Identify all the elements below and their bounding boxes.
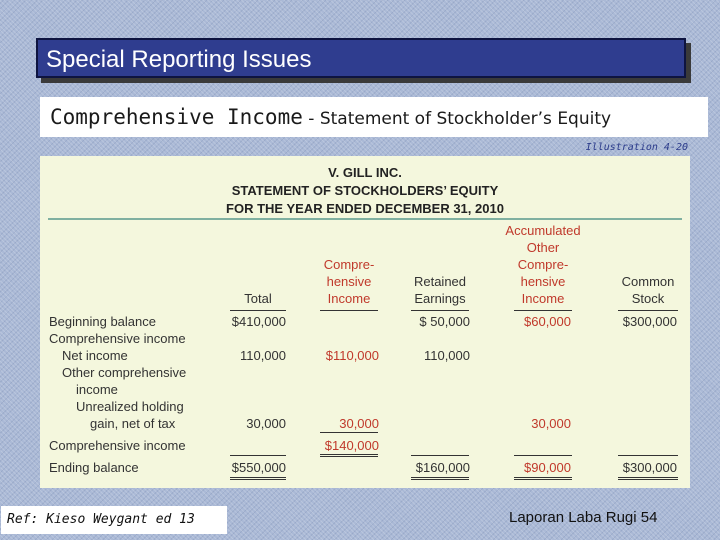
slide-subtitle bbox=[40, 97, 708, 137]
col-ci-underline bbox=[320, 310, 378, 311]
header-divider bbox=[48, 218, 682, 220]
statement-period: FOR THE YEAR ENDED DECEMBER 31, 2010 bbox=[226, 201, 504, 216]
company-name: V. GILL INC. bbox=[328, 165, 402, 180]
cs-ending-underline bbox=[618, 455, 678, 456]
row-beginning-balance: Beginning balance bbox=[49, 314, 156, 329]
col-aoci-underline bbox=[514, 310, 572, 311]
total-ending-underline bbox=[230, 455, 286, 456]
ci-total: $140,000 bbox=[324, 438, 379, 453]
ci-total-double-underline bbox=[320, 454, 378, 457]
total-ending-double-underline bbox=[230, 477, 286, 480]
ending-total: $550,000 bbox=[231, 460, 286, 475]
unrealized-ci: 30,000 bbox=[339, 416, 379, 431]
col-ci-line3: Income bbox=[327, 291, 371, 306]
col-aoci-line2: Other bbox=[526, 240, 560, 255]
unrealized-total: 30,000 bbox=[246, 416, 286, 431]
aoci-ending-underline bbox=[514, 455, 572, 456]
beginning-aoci: $60,000 bbox=[524, 314, 571, 329]
col-aoci-line3: Compre- bbox=[517, 257, 569, 272]
col-re-line2: Earnings bbox=[414, 291, 466, 306]
aoci-ending-double-underline bbox=[514, 477, 572, 480]
row-oci-line1: Other comprehensive bbox=[62, 365, 187, 380]
col-aoci bbox=[496, 222, 590, 307]
row-unrealized-line1: Unrealized holding bbox=[76, 399, 184, 414]
ending-aoci: $90,000 bbox=[524, 460, 571, 475]
row-net-income: Net income bbox=[62, 348, 128, 363]
illustration-label: Illustration 4-20 bbox=[585, 142, 688, 153]
col-cs-line2: Stock bbox=[631, 291, 665, 306]
row-comprehensive-income-header: Comprehensive income bbox=[49, 331, 186, 346]
col-re-line1: Retained bbox=[413, 274, 467, 289]
net-income-re: 110,000 bbox=[423, 348, 470, 363]
re-ending-double-underline bbox=[411, 477, 469, 480]
col-ci-line1: Compre- bbox=[323, 257, 375, 272]
subtitle-rest: - Statement of Stockholder’s Equity bbox=[302, 109, 612, 129]
col-common-stock bbox=[612, 273, 684, 307]
re-ending-underline bbox=[411, 455, 469, 456]
col-total: Total bbox=[244, 291, 272, 306]
col-aoci-line1: Accumulated bbox=[505, 223, 581, 238]
ending-re: $160,000 bbox=[415, 460, 470, 475]
ending-cs: $300,000 bbox=[622, 460, 677, 475]
col-aoci-line4: hensive bbox=[520, 274, 566, 289]
slide-title: Special Reporting Issues bbox=[36, 38, 686, 78]
row-unrealized-line2: gain, net of tax bbox=[90, 416, 176, 431]
net-income-total: 110,000 bbox=[239, 348, 286, 363]
reference-note: Ref: Kieso Weygant ed 13 bbox=[1, 506, 227, 534]
col-total-underline bbox=[230, 310, 286, 311]
row-comprehensive-income-total: Comprehensive income bbox=[49, 438, 186, 453]
beginning-re: $ 50,000 bbox=[419, 314, 470, 329]
unrealized-aoci: 30,000 bbox=[531, 416, 571, 431]
col-retained-earnings bbox=[404, 273, 476, 307]
net-income-ci: $110,000 bbox=[325, 348, 379, 363]
col-cs-underline bbox=[618, 310, 678, 311]
beginning-cs: $300,000 bbox=[622, 314, 677, 329]
row-oci-line2: income bbox=[76, 382, 118, 397]
col-re-underline bbox=[411, 310, 469, 311]
ci-subtotal-underline bbox=[320, 432, 378, 433]
col-comprehensive-income bbox=[310, 256, 388, 307]
statement-name: STATEMENT OF STOCKHOLDERS’ EQUITY bbox=[231, 183, 499, 198]
subtitle-main: Comprehensive Income bbox=[50, 105, 303, 129]
slide-footer: Laporan Laba Rugi 54 bbox=[509, 509, 658, 526]
beginning-total: $410,000 bbox=[231, 314, 286, 329]
cs-ending-double-underline bbox=[618, 477, 678, 480]
row-ending-balance: Ending balance bbox=[49, 460, 139, 475]
col-ci-line2: hensive bbox=[326, 274, 372, 289]
col-cs-line1: Common bbox=[621, 274, 675, 289]
col-aoci-line5: Income bbox=[521, 291, 565, 306]
statement-panel bbox=[40, 156, 690, 488]
